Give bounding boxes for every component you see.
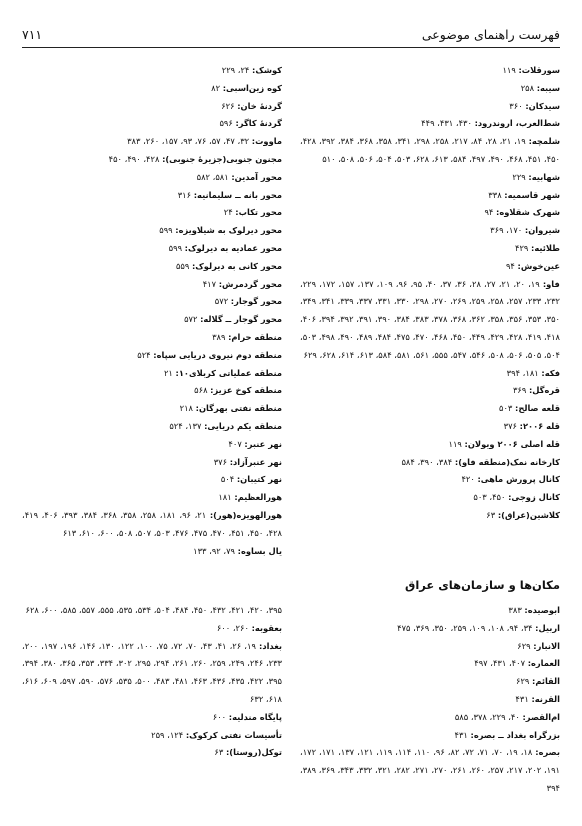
index-page-refs: ۱۸۱ (218, 492, 232, 503)
index-page-refs: ۳۳۸ (488, 189, 502, 200)
index-page-refs: ۳۷۶ (503, 420, 518, 431)
index-term: قره‌گل: (528, 385, 560, 396)
index-term: الانبار: (533, 640, 560, 651)
index-term: محور کانی به دیرلوک: (191, 260, 282, 271)
index-entry (22, 169, 282, 187)
index-section-iraq (22, 602, 560, 798)
index-entry (22, 709, 282, 727)
page-header (22, 20, 560, 42)
index-entry (22, 620, 282, 638)
index-term: یال بساوه: (237, 545, 282, 556)
index-term: نهر عنبر: (244, 438, 282, 449)
index-entry (300, 454, 560, 472)
index-term: شهر قاسمیه: (504, 189, 560, 200)
index-page-refs: ۵۲۴ (137, 349, 151, 360)
index-term: بعقوبه: (251, 622, 282, 633)
index-page-refs: ۲۴، ۲۲۹ (221, 65, 250, 75)
index-term: قله اصلی ۲۰۰۶ ویولان: (464, 438, 560, 449)
index-page-refs: ۴۱۷ (202, 278, 217, 289)
index-page-refs: ۵۰۴ (220, 474, 235, 485)
index-entry (300, 507, 560, 525)
index-entry (22, 489, 282, 507)
index-entry (22, 507, 282, 543)
index-entry (22, 347, 282, 365)
index-term: نهر کتیبان: (236, 474, 282, 485)
index-page-refs: ۲۱، ۹۶، ۱۸۱، ۲۵۸، ۳۵۸، ۳۶۸، ۳۸۴، ۳۹۳، ۴۰۶، ۴۱۹، ۴۲۸، ۴۵۰، ۴۵۱، ۴۷۰، ۴۷۵، ۴۷۶، ۵۰۳، ۵۰۷، ۵۰۸، ۶۰۰، ۶۱۰، ۶۱۳ (22, 509, 282, 538)
index-term: تأسیسات نفتی کرکوک: (185, 729, 282, 740)
index-page-refs: ۱۹، ۲۱، ۲۸، ۸۴، ۲۱۷، ۲۵۸، ۲۹۸، ۳۴۱، ۳۵۸، ۳۶۸، ۳۸۴، ۳۹۲، ۴۲۸، ۴۵۰، ۴۵۱، ۴۶۸، ۴۹۰، ۴۹۷، ۵۸۴، ۶۱۳، ۶۲۸، ۵۰۳، ۵۰۴، ۵۰۶، ۵۰۸، ۵۱۰ (300, 136, 560, 164)
index-page-refs: ۴۲۰ (461, 474, 475, 485)
index-term: شهرک شقلاوه: (496, 207, 560, 218)
index-page-refs: ۳۲، ۴۷، ۵۷، ۷۶، ۹۳، ۱۵۷، ۲۶۰، ۳۸۳ (127, 136, 250, 147)
index-term: قله ۲۰۰۶: (519, 420, 560, 431)
index-page-refs: ۲۲۹ (512, 171, 526, 182)
index-entry (300, 727, 560, 745)
index-term: طلائیه: (531, 242, 560, 253)
index-page-refs: ۴۳۰، ۴۳۱، ۴۴۹ (421, 118, 472, 129)
index-page-refs: ۵۹۶ (219, 118, 233, 129)
index-page-refs: ۶۲۹ (515, 676, 530, 687)
index-page-refs: ۲۴ (223, 207, 233, 218)
index-entry (22, 454, 282, 472)
index-term: منطقه یکم دریایی: (204, 420, 282, 431)
index-page-refs: ۵۹۹ (168, 242, 183, 253)
index-page-refs: ۳۸۴، ۳۹۰، ۵۸۴ (401, 456, 453, 467)
index-term: بصره: (535, 747, 560, 758)
index-section-places-iran (22, 62, 560, 560)
index-term: گردنهٔ خان: (237, 100, 282, 111)
index-entry (22, 187, 282, 205)
index-entry (22, 258, 282, 276)
index-entry (300, 133, 560, 169)
index-entry (22, 115, 282, 133)
index-term: محور بانه ــ سلیمانیه: (193, 189, 282, 200)
index-page-refs: ۱۱۹ (448, 438, 462, 449)
index-entry (300, 204, 560, 222)
index-entry (300, 602, 560, 620)
index-term: کانال زوجی: (508, 492, 560, 503)
index-entry (22, 151, 282, 169)
index-page-refs: ۱۳۷، ۵۲۴ (169, 420, 202, 431)
index-page-refs: ۵۹۹ (159, 225, 173, 236)
index-entry (300, 620, 560, 638)
index-page-refs: ۲۶۰، ۶۰۰ (216, 622, 249, 633)
index-entry (22, 329, 282, 347)
index-term: اربیل: (535, 622, 560, 633)
index-term: هورالهویزه(هور): (209, 509, 282, 520)
index-entry (22, 80, 282, 98)
index-term: کوشک: (252, 65, 282, 75)
index-page-refs: ۹۴ (484, 207, 494, 218)
index-term: ابوصیده: (524, 605, 560, 615)
index-entry (300, 365, 560, 383)
index-page-refs: ۴۰۷ (228, 438, 242, 449)
index-term: فاو: (542, 278, 560, 289)
index-term: کوه زین‌اسبی: (222, 82, 282, 93)
index-entry (300, 62, 560, 80)
index-entry (22, 365, 282, 383)
index-page-refs: ۴۲۸، ۴۹۰، ۴۵۰ (108, 153, 160, 164)
index-page-refs: ۵۸۱، ۵۸۲ (196, 171, 229, 182)
index-term: سورقلات: (518, 65, 560, 75)
index-entry (22, 240, 282, 258)
index-term: سیدکان: (525, 100, 560, 111)
header-title: فهرست راهنمای موضوعی (421, 27, 560, 42)
index-page-refs: ۴۲۹ (515, 242, 529, 253)
index-term: کانال پرورش ماهی: (477, 474, 560, 485)
index-entry (300, 691, 560, 709)
index-term: گردنهٔ کاگر: (235, 118, 282, 129)
index-entry (300, 418, 560, 436)
index-term: القائم: (532, 676, 560, 687)
index-entry (22, 418, 282, 436)
index-term: بغداد: (259, 640, 283, 651)
index-entry (22, 543, 282, 561)
index-term: فکه: (541, 367, 560, 378)
index-page-refs: ۳۸۹ (212, 331, 226, 342)
index-entry (22, 638, 282, 709)
index-page-refs: ۵۰۳ (499, 403, 513, 414)
index-page-refs: ۶۲۹ (517, 640, 531, 651)
index-term: سیبه: (536, 82, 560, 93)
index-page-refs: ۱۹، ۲۶، ۴۱، ۴۳، ۷۰، ۷۲، ۷۵، ۱۰۰، ۱۲۲، ۱۳۰، ۱۴۶، ۱۹۶، ۱۹۷، ۲۰۰، ۲۳۳، ۲۴۶، ۲۴۹، ۲۵۹، ۲۶۰، ۲۶۱، ۲۹۴، ۲۹۵، ۳۰۲، ۳۳۴، ۳۵۳، ۳۶۵، ۳۸۰، ۳۹۴، ۳۹۵، ۴۲۲، ۴۳۵، ۴۳۶، ۴۶۳، ۴۸۱، ۴۸۳، ۵۰۰، ۵۳۵، ۵۷۶، ۵۹۰، ۵۹۷، ۶۰۹، ۶۱۶، ۶۱۸، ۶۳۲ (22, 640, 283, 704)
index-entry (22, 98, 282, 116)
index-entry (22, 400, 282, 418)
index-page-refs: ۷۹، ۹۲، ۱۳۳ (193, 545, 235, 556)
index-page-refs: ۳۸۳ (508, 605, 522, 615)
index-entry (22, 744, 282, 762)
index-page-refs: ۳۱۶ (177, 189, 192, 200)
index-term: کلاشین(عراق): (497, 509, 560, 520)
index-term: عین‌خوش: (517, 260, 560, 271)
index-page-refs: ۱۲۴، ۲۵۹ (151, 729, 184, 740)
index-page-refs: ۱۱۹ (502, 65, 516, 75)
index-entry (300, 276, 560, 365)
index-page-refs: ۱۷۰، ۳۶۹ (490, 225, 523, 236)
index-term: پایگاه مندلیه: (228, 711, 282, 722)
index-term: محور عمادیه به دیرلوک: (184, 242, 282, 253)
index-page-refs: ۲۱ (163, 367, 173, 378)
index-term: محور آمدین: (231, 171, 282, 182)
index-term: ام‌القصر: (522, 711, 560, 722)
index-entry (300, 222, 560, 240)
index-column-left (22, 62, 282, 560)
index-term: منطقه کوخ عزیز: (210, 385, 282, 396)
index-page-refs: ۶۰۰ (212, 711, 227, 722)
index-page-refs: ۳۶۹ (512, 385, 527, 396)
index-entry (300, 436, 560, 454)
index-page-refs: ۶۲۶ (221, 100, 235, 111)
index-term: محور گوجار ــ گلاله: (200, 314, 282, 325)
index-term: العماره: (527, 658, 560, 669)
index-page-refs: ۹۴ (505, 260, 515, 271)
section-title: مکان‌ها و سازمان‌های عراق (405, 578, 560, 592)
index-page-refs: ۴۵۰، ۵۰۳ (473, 492, 506, 503)
index-entry (300, 400, 560, 418)
index-term: شیروان: (524, 225, 560, 236)
index-page-refs: ۶۳ (486, 509, 496, 520)
index-entry (300, 382, 560, 400)
index-term: کارخانه نمک(منطقه فاو): (454, 456, 560, 467)
index-term: شهابیه: (528, 171, 560, 182)
index-entry (300, 258, 560, 276)
index-column-right (300, 602, 560, 798)
index-entry (300, 187, 560, 205)
index-page-refs: ۴۰۷، ۴۳۱، ۴۹۷ (474, 658, 526, 669)
index-page-refs: ۳۴، ۹۴، ۱۰۸، ۱۰۹، ۲۵۹، ۳۵۰، ۳۶۹، ۴۷۵ (397, 622, 533, 633)
index-term: قلعه صالح: (515, 403, 560, 414)
index-page-refs: ۴۳۱ (454, 729, 468, 740)
index-entry (300, 98, 560, 116)
index-entry (300, 744, 560, 797)
index-page-refs: ۲۵۸ (520, 82, 535, 93)
index-term: ماووت: (251, 136, 282, 147)
index-term: محور گردمرش: (218, 278, 282, 289)
index-entry (300, 655, 560, 673)
index-entry (22, 133, 282, 151)
index-entry (300, 80, 560, 98)
index-entry (22, 436, 282, 454)
index-term: منطقه حرام: (228, 331, 282, 342)
index-page-refs: ۸۲ (211, 82, 221, 93)
index-term: القرنه: (531, 693, 560, 704)
index-term: محور تکاب: (235, 207, 282, 218)
index-term: منطقه نفتی بهرگان: (195, 403, 282, 414)
index-entry (22, 471, 282, 489)
index-entry (300, 709, 560, 727)
index-entry (22, 311, 282, 329)
index-page-refs: ۵۶۸ (194, 385, 208, 396)
index-entry (22, 62, 282, 80)
index-entry (300, 169, 560, 187)
index-entry (300, 240, 560, 258)
index-entry (22, 293, 282, 311)
index-page-refs: ۵۵۹ (175, 260, 190, 271)
index-term: محور گوجار: (230, 296, 282, 307)
index-term: منطقه دوم نیروی دریایی سپاه: (153, 349, 282, 360)
index-page-refs: ۱۹، ۲۰، ۲۱، ۲۷، ۲۸، ۳۶، ۳۷، ۴۰، ۹۵، ۹۶، ۱۰۹، ۱۳۷، ۱۵۷، ۱۷۲، ۲۲۹، ۲۳۲، ۲۳۳، ۲۵۷، ۲۵۸، ۲۵۹، ۲۶۹، ۲۷۰، ۲۹۸، ۳۳۰، ۳۳۱، ۳۳۷، ۳۳۹، ۳۴۱، ۳۴۹، ۳۵۰، ۳۵۳، ۳۵۶، ۳۵۸، ۳۶۲، ۳۶۸، ۳۷۸، ۳۸۳، ۳۸۴، ۳۹۰، ۳۹۱، ۳۹۲، ۳۹۴، ۴۰۶، ۴۱۸، ۴۱۹، ۴۲۸، ۴۲۹، ۴۴۹، ۴۵۰، ۴۶۸، ۴۷۰، ۴۷۵، ۴۸۴، ۴۸۹، ۴۹۰، ۴۹۸، ۵۰۳، ۵۰۴، ۵۰۵، ۵۰۶، ۵۰۸، ۵۴۶، ۵۴۷، ۵۵۵، ۵۶۱، ۵۸۱، ۵۸۴، ۶۱۳، ۶۱۴، ۶۲۸، ۶۲۹ (300, 278, 561, 360)
index-page-refs: ۴۰، ۲۲۹، ۳۷۸، ۵۸۵ (454, 711, 520, 722)
index-entry (300, 638, 560, 656)
index-term: شط‌العرب، اروندرود: (474, 118, 560, 129)
index-entry (300, 489, 560, 507)
index-column-left (22, 602, 282, 798)
index-entry (22, 276, 282, 294)
index-entry (22, 602, 282, 620)
index-page-refs: ۳۶۰ (509, 100, 523, 111)
index-page-refs: ۶۳ (214, 747, 224, 758)
index-column-right (300, 62, 560, 560)
index-page-refs: ۵۷۲ (184, 314, 198, 325)
index-entry (22, 204, 282, 222)
index-term: محور دیرلوک به شیلاویزه: (175, 225, 282, 236)
index-page-refs: ۵۷۲ (214, 296, 229, 307)
index-page-refs: ۲۱۸ (179, 403, 193, 414)
index-term: نهر عنبرآزاد: (229, 456, 282, 467)
index-entry (300, 115, 560, 133)
index-term: توکل(روستا): (225, 747, 282, 758)
index-page-refs: ۳۹۵، ۴۲۰، ۴۲۱، ۴۳۲، ۴۵۰، ۴۸۴، ۵۰۴، ۵۳۴، ۵۳۵، ۵۵۵، ۵۵۷، ۵۸۵، ۶۰۰، ۶۲۸ (25, 605, 282, 615)
index-term: شلمچه: (528, 136, 561, 147)
index-entry (300, 471, 560, 489)
index-term: منطقه عملیاتی کربلای۱۰: (175, 367, 282, 378)
index-entry (300, 673, 560, 691)
header-divider (22, 47, 560, 48)
index-page-refs: ۳۷۶ (213, 456, 228, 467)
index-term: هورالعظیم: (234, 492, 282, 503)
page-number: ۷۱۱ (22, 27, 43, 42)
index-page-refs: ۴۳۱ (515, 693, 529, 704)
index-entry (22, 382, 282, 400)
index-entry (22, 222, 282, 240)
index-page-refs: ۱۸، ۱۹، ۷۰، ۷۱، ۷۲، ۸۲، ۹۶، ۱۱۰، ۱۱۴، ۱۱۹، ۱۲۱، ۱۳۷، ۱۷۱، ۱۷۲، ۱۹۱، ۲۰۲، ۲۱۷، ۲۵۷، ۲۶۰، ۲۶۱، ۲۷۰، ۲۷۱، ۲۸۲، ۳۲۱، ۳۳۲، ۳۴۳، ۳۶۹، ۳۸۹، ۳۹۴ (300, 747, 561, 793)
index-term: بزرگراه بغداد ــ بصره: (470, 729, 560, 740)
index-entry (22, 727, 282, 745)
index-term: مجنون جنوبی(جزیرهٔ جنوبی): (162, 153, 282, 164)
index-page-refs: ۱۸۱، ۳۹۴ (506, 367, 539, 378)
